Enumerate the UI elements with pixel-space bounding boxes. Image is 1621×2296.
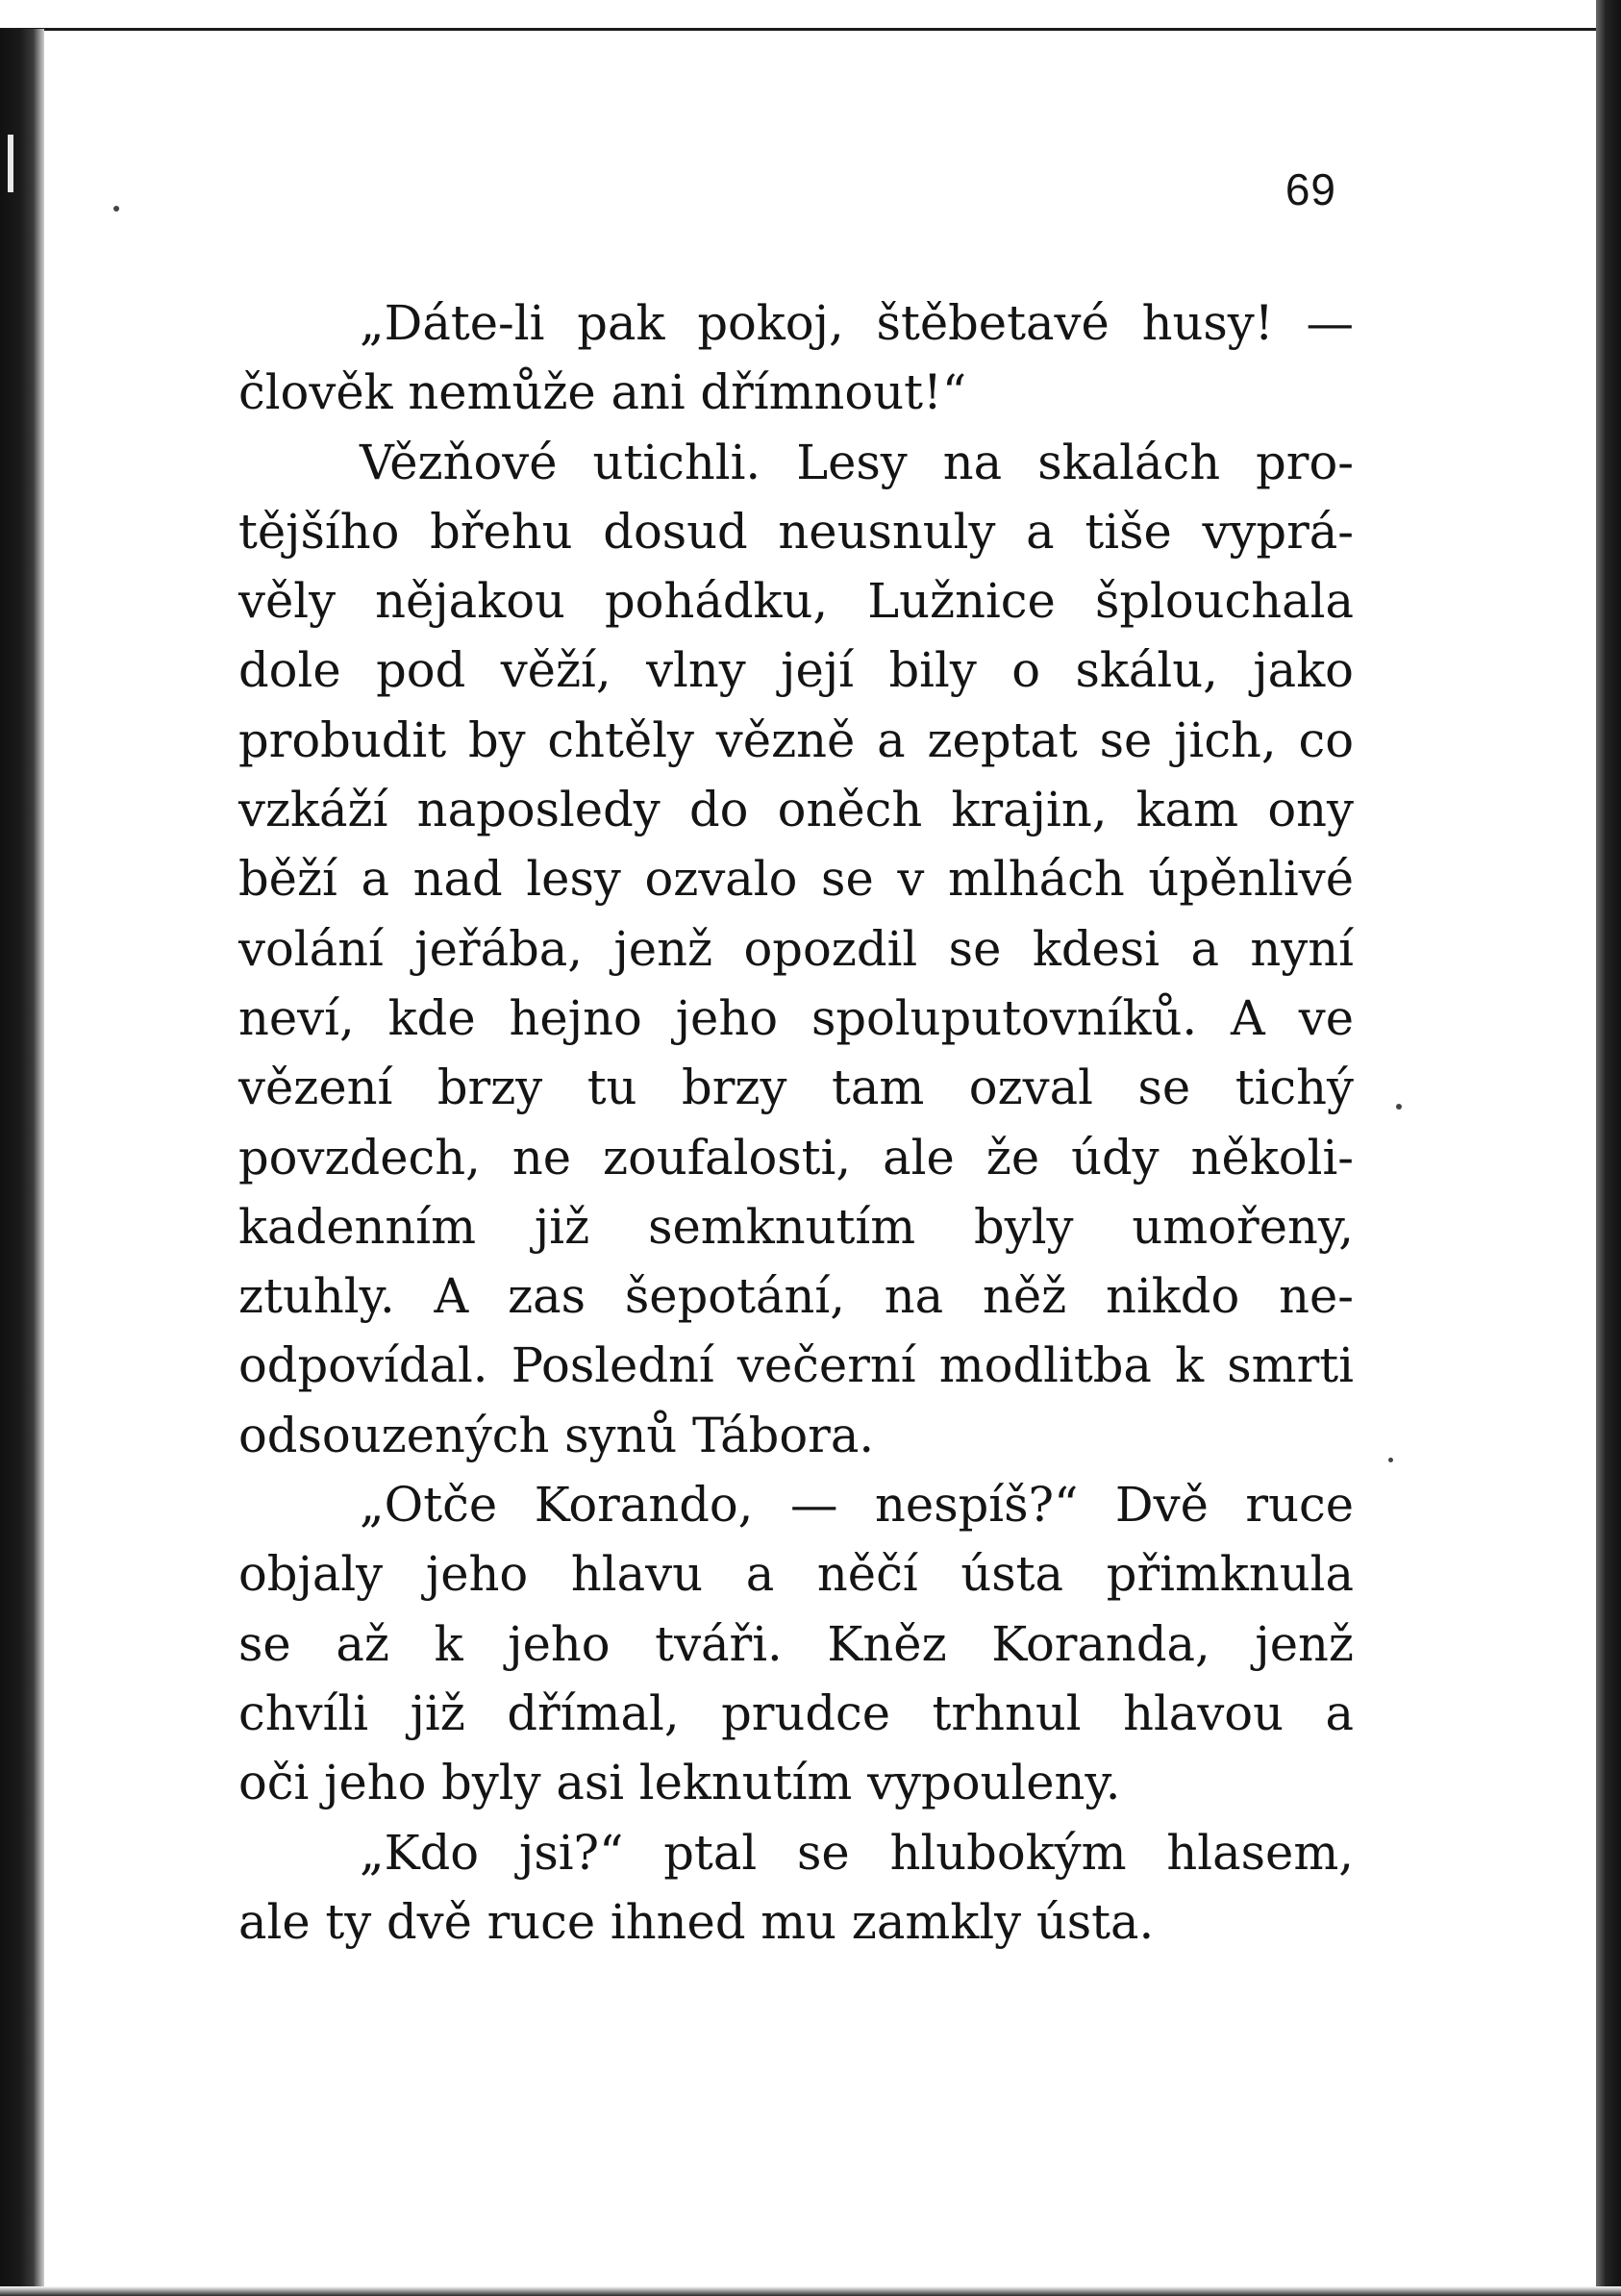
dust-speck <box>1396 1104 1402 1110</box>
text-line: odsouzených synů Tábora. <box>238 1407 875 1463</box>
text-line: vězení brzy tu brzy tam ozval se tichý <box>238 1060 1354 1116</box>
paragraph-4 <box>238 1818 1354 1958</box>
text-line: člověk nemůže ani dřímnout!“ <box>238 364 967 421</box>
text-line: ztuhly. A zas šepotání, na něž nikdo ne- <box>238 1268 1354 1325</box>
text-line: „Otče Korando, — nespíš?“ Dvě ruce <box>360 1477 1354 1534</box>
text-line: chvíli již dřímal, prudce trhnul hlavou a <box>238 1685 1354 1741</box>
dust-speck <box>113 206 119 212</box>
text-line: běží a nad lesy ozvalo se v mlhách úpěnlivé <box>238 851 1354 908</box>
dust-speck <box>1388 1458 1393 1462</box>
top-border <box>0 0 1621 31</box>
text-line: neví, kde hejno jeho spoluputovníků. A ve <box>238 989 1354 1046</box>
right-page-edge <box>1596 0 1621 2296</box>
paragraph-3 <box>238 1470 1354 1817</box>
paragraph-2 <box>238 428 1354 1470</box>
text-line: věly nějakou pohádku, Lužnice šplouchala <box>238 573 1354 630</box>
paragraph-1 <box>238 288 1354 428</box>
text-line: kadenním již semknutím byly umořeny, <box>238 1198 1354 1255</box>
text-line: „Dáte-li pak pokoj, štěbetavé husy! — <box>360 295 1354 351</box>
text-line: se až k jeho tváři. Kněz Koranda, jenž <box>238 1615 1354 1672</box>
text-line: oči jeho byly asi leknutím vypouleny. <box>238 1755 1121 1811</box>
text-line: dole pod věží, vlny její bily o skálu, jako <box>238 642 1354 699</box>
text-line: objaly jeho hlavu a něčí ústa přimknula <box>238 1546 1354 1603</box>
page-number: 69 <box>1284 164 1336 214</box>
text-line: ale ty dvě ruce ihned mu zamkly ústa. <box>238 1893 1155 1950</box>
binding-highlight <box>8 135 13 192</box>
text-line: povzdech, ne zoufalosti, ale že údy několi- <box>238 1129 1354 1185</box>
text-line: vzkáží naposledy do oněch krajin, kam ony <box>238 782 1354 838</box>
text-line: Vězňové utichli. Lesy na skalách pro- <box>360 434 1354 490</box>
body-text <box>238 288 1354 1957</box>
text-line: odpovídal. Poslední večerní modlitba k smrti <box>238 1337 1354 1394</box>
bottom-shadow <box>0 2286 1621 2296</box>
text-line: probudit by chtěly vězně a zeptat se jich, co <box>238 711 1354 768</box>
text-line: tějšího břehu dosud neusnuly a tiše vyprá- <box>238 503 1354 560</box>
book-binding-edge <box>0 29 44 2296</box>
text-line: „Kdo jsi?“ ptal se hlubokým hlasem, <box>360 1824 1354 1881</box>
text-line: volání jeřába, jenž opozdil se kdesi a nyní <box>238 920 1354 977</box>
